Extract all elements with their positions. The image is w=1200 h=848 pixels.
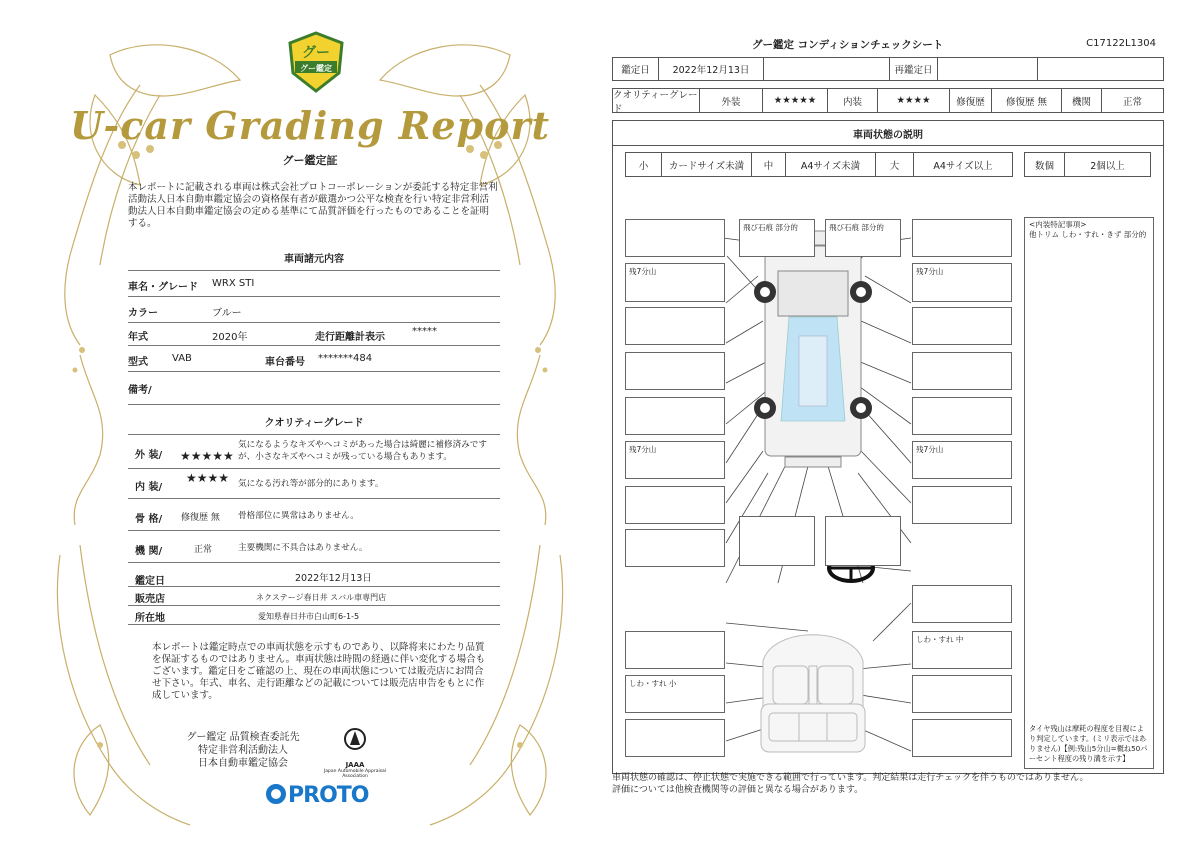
legend-small: 小 xyxy=(626,153,662,176)
interior-stars: ★★★★ xyxy=(186,471,230,485)
date-value: 2022年12月13日 xyxy=(659,58,764,80)
grading-certificate xyxy=(40,25,580,835)
chassis-value: *******484 xyxy=(318,353,373,364)
address-label: 所在地 xyxy=(135,613,165,624)
certificate-intro: 本レポートに記載される車両は株式会社プロトコーポレーションが委託する特定非営利活動法人日本自動車鑑定協会の資格保有者が厳選かつ公平な検査を行い特定非営利活動法人日本自動車鑑定協会の定める基準にて品質評価を行ったものであることを証明する。 xyxy=(128,182,498,229)
divider xyxy=(128,404,500,405)
divider xyxy=(128,605,500,606)
frame-label: 骨 格/ xyxy=(135,514,163,525)
exterior-stars: ★★★★★ xyxy=(180,449,234,463)
steering-box xyxy=(912,585,1012,623)
engine-value: 正常 xyxy=(1122,96,1142,108)
goo-appraisal-badge xyxy=(287,31,345,93)
proto-logo xyxy=(266,783,368,808)
area-box xyxy=(912,486,1012,524)
divider xyxy=(128,371,500,372)
rear-left-box xyxy=(739,516,815,566)
address-value: 愛知県春日井市白山町6-1-5 xyxy=(258,612,360,621)
appraisal-date-value: 2022年12月13日 xyxy=(295,573,372,584)
seat-left-box: しわ・すれ 小 xyxy=(625,675,725,713)
int-value: ★★★★ xyxy=(878,89,950,112)
seat-right-box: しわ・すれ 中 xyxy=(912,631,1012,669)
report-title: U-car Grading Report xyxy=(69,103,551,148)
engine-label: 機 関/ xyxy=(135,546,163,557)
color-label: カラー xyxy=(128,308,158,319)
appraisal-date-label: 鑑定日 xyxy=(135,576,165,587)
jaaa-emblem-icon xyxy=(342,727,368,757)
jaaa-name: JAAA xyxy=(345,761,365,769)
tire-note: タイヤ残山は摩耗の程度を目視により判定しています。(ミリ表示ではありません)【例:残山5分山=概ね50パーセント程度の残り溝を示す】 xyxy=(1029,724,1148,763)
certificate-subtitle: グー鑑定証 xyxy=(282,154,338,167)
car-name-value: WRX STI xyxy=(212,278,255,289)
date-blank xyxy=(764,58,890,80)
grade-row xyxy=(612,88,1164,113)
proto-mark-icon xyxy=(266,784,286,804)
exterior-label: 外 装/ xyxy=(135,450,163,461)
divider xyxy=(128,270,500,271)
legend-large-desc: A4サイズ以上 xyxy=(933,160,993,172)
grade-label: クオリティーグレード xyxy=(613,89,700,112)
mileage-label: 走行距離計表示 xyxy=(315,332,385,343)
footer-line-2: 評価については他検査機関等の評価と異なる場合があります。 xyxy=(612,785,864,795)
sheet-code: C17122L1304 xyxy=(1086,38,1156,49)
condition-check-sheet xyxy=(612,34,1164,804)
exterior-note: 気になるようなキズやヘコミがあった場合は綺麗に補修済みですが、小さなキズやヘコミが残っている場合もあります。 xyxy=(238,440,487,462)
sheet-footer xyxy=(612,772,1164,796)
model-label: 型式 xyxy=(128,357,148,368)
divider xyxy=(128,586,500,587)
spacer xyxy=(625,763,725,767)
badge-text: グー鑑定 xyxy=(300,64,332,73)
vehicle-state-frame xyxy=(612,120,1164,774)
frame-note: 骨格部位に異常はありません。 xyxy=(238,511,359,521)
date-label: 鑑定日 xyxy=(613,58,659,80)
engine-value: 正常 xyxy=(194,545,213,555)
dealer-value: ネクステージ春日井 スバル車専門店 xyxy=(256,593,387,602)
area-box xyxy=(912,352,1012,390)
front-left-box: 飛び石痕 部分的 xyxy=(739,219,815,257)
engine-note: 主要機関に不具合はありません。 xyxy=(238,543,368,553)
dealer-label: 販売店 xyxy=(135,594,165,605)
reappraisal-label: 再鑑定日 xyxy=(890,58,938,80)
area-box xyxy=(912,397,1012,435)
area-box xyxy=(912,219,1012,257)
svg-text:グー: グー xyxy=(302,45,330,61)
interior-note: 気になる汚れ等が部分的にあります。 xyxy=(238,479,384,489)
divider xyxy=(128,322,500,323)
specs-heading: 車両諸元内容 xyxy=(284,254,344,265)
area-box xyxy=(625,219,725,257)
count-legend xyxy=(1024,152,1151,177)
area-box xyxy=(912,307,1012,345)
engine-label: 機関 xyxy=(1062,89,1102,112)
state-heading: 車両状態の説明 xyxy=(613,121,1163,146)
frame-value: 修復歴 無 xyxy=(181,513,220,523)
area-box xyxy=(625,529,725,567)
area-box xyxy=(625,397,725,435)
sheet-title: グー鑑定 コンディションチェックシート xyxy=(752,39,944,51)
chassis-label: 車台番号 xyxy=(265,357,305,368)
footer-line-1: 車両状態の確認は、停止状態で実施できる範囲で行っています。判定結果は走行チェックを伴うものではありません。 xyxy=(612,773,1089,783)
legend-small-desc: カードサイズ未満 xyxy=(662,153,752,176)
interior-label: 内 装/ xyxy=(135,482,163,493)
reappraisal-value xyxy=(938,58,1038,80)
legend-large: 大 xyxy=(876,153,914,176)
tire-fl-box: 残7分山 xyxy=(625,263,725,302)
area-box xyxy=(625,631,725,669)
area-box xyxy=(625,486,725,524)
remarks-title: <内装特記事項> xyxy=(1029,220,1087,229)
divider xyxy=(128,296,500,297)
reappraisal-blank xyxy=(1038,58,1163,80)
divider xyxy=(128,562,500,563)
car-name-label: 車名・グレード xyxy=(128,282,198,293)
divider xyxy=(128,624,500,625)
divider xyxy=(128,345,500,346)
tire-rr-box: 残7分山 xyxy=(912,441,1012,479)
legend-count-desc: 2個以上 xyxy=(1090,160,1125,172)
divider xyxy=(128,434,500,435)
front-right-box: 飛び石痕 部分的 xyxy=(825,219,901,257)
jaaa-logo xyxy=(315,727,395,779)
mileage-value: ***** xyxy=(412,326,437,337)
area-box xyxy=(912,719,1012,757)
tire-rl-box: 残7分山 xyxy=(625,441,725,479)
repair-value: 修復歴 無 xyxy=(992,89,1062,112)
issuer-line-3: 日本自動車鑑定協会 xyxy=(198,758,288,769)
legend-mid: 中 xyxy=(752,153,786,176)
quality-heading: クオリティーグレード xyxy=(264,418,364,429)
remarks-label: 備考/ xyxy=(128,385,152,396)
ext-value: ★★★★★ xyxy=(763,89,828,112)
jaaa-sub: Japan Automobile Appraisal Association xyxy=(323,769,387,779)
interior-remarks xyxy=(1024,217,1154,769)
issuer-line-1: グー鑑定 品質検査委託先 xyxy=(186,732,300,743)
repair-label: 修復歴 xyxy=(950,89,992,112)
int-label: 内装 xyxy=(828,89,878,112)
rear-right-box xyxy=(825,516,901,566)
model-value: VAB xyxy=(172,353,192,364)
remarks-text: 他トリム しわ・すれ・きず 部分的 xyxy=(1029,230,1147,239)
legend-mid-desc: A4サイズ未満 xyxy=(786,153,876,176)
divider xyxy=(128,468,500,469)
issuer-block xyxy=(168,731,318,770)
divider xyxy=(128,530,500,531)
area-box xyxy=(625,307,725,345)
area-box xyxy=(912,675,1012,713)
area-box xyxy=(625,719,725,757)
legend-count: 数個 xyxy=(1025,153,1065,176)
area-box xyxy=(625,352,725,390)
color-value: ブルー xyxy=(212,308,242,319)
certificate-disclaimer: 本レポートは鑑定時点での車両状態を示すものであり、以降将来にわたり品質を保証するものではありません。車両状態は時間の経過に伴い変化する場合もございます。鑑定日をご確認の上、現在の車両状態については販売店にお問合せ下さい。年式、車名、走行距離などの記載については販売店申告をもとに作成しています。 xyxy=(152,642,486,701)
issuer-line-2: 特定非営利活動法人 xyxy=(198,745,288,756)
divider xyxy=(128,498,500,499)
year-value: 2020年 xyxy=(212,332,248,343)
ext-label: 外装 xyxy=(700,89,763,112)
tire-fr-box: 残7分山 xyxy=(912,263,1012,302)
year-label: 年式 xyxy=(128,332,148,343)
proto-logo-text: PROTO xyxy=(288,783,369,808)
date-row xyxy=(612,57,1164,81)
